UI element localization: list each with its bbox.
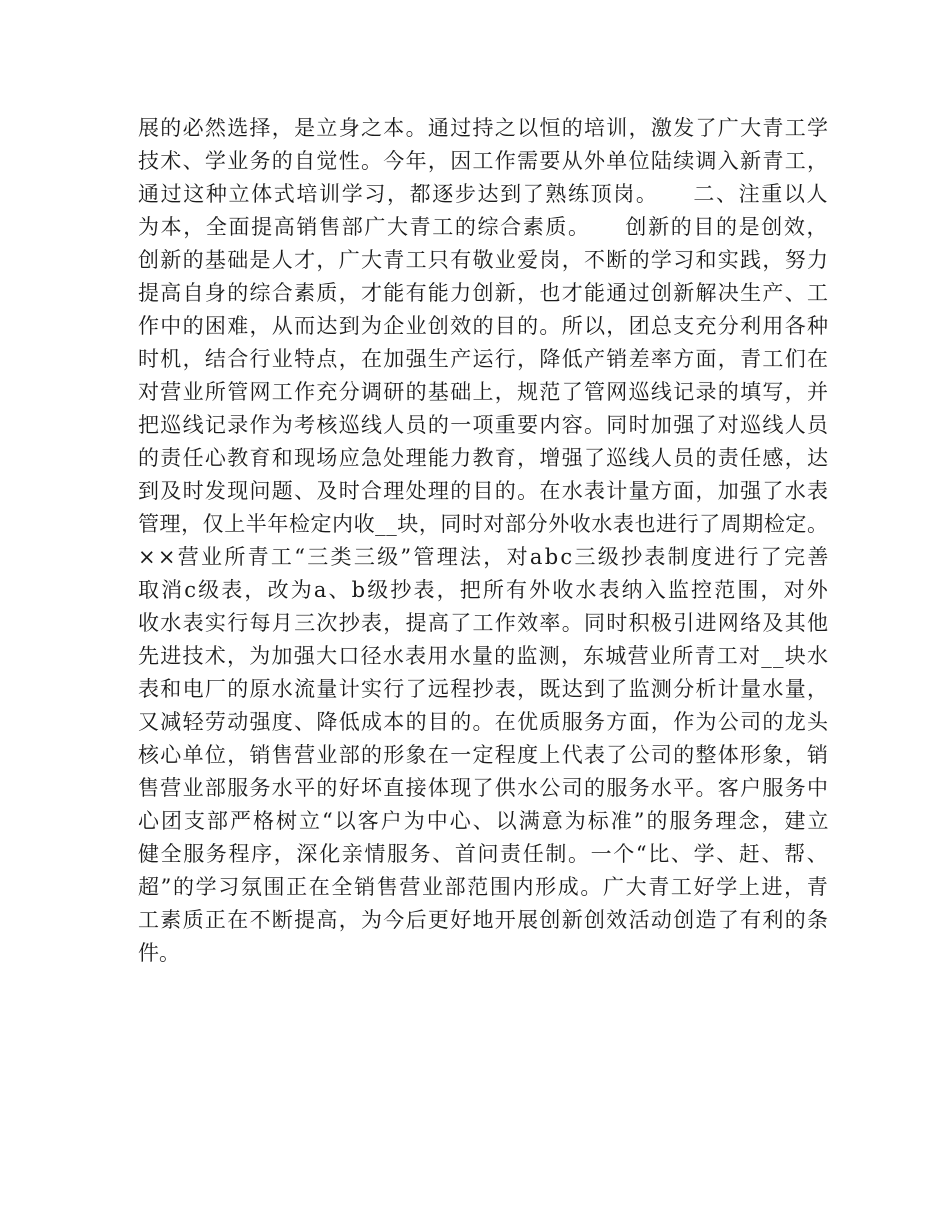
text-line: 表和电厂的原水流量计实行了远程抄表，既达到了监测分析计量水量， [138,677,830,701]
text-line: 技术、学业务的自觉性。今年，因工作需要从外单位陆续调入新青工， [138,149,830,173]
text-line: 时机，结合行业特点，在加强生产运行，降低产销差率方面，青工们在 [138,347,830,371]
text-line: 工素质正在不断提高，为今后更好地开展创新创效活动创造了有利的条 [138,908,830,932]
text-line: 收水表实行每月三次抄表，提高了工作效率。同时积极引进网络及其他 [138,611,830,635]
text-line: 展的必然选择，是立身之本。通过持之以恒的培训，激发了广大青工学 [138,116,830,140]
text-line: 创新的基础是人才，广大青工只有敬业爱岗，不断的学习和实践，努力 [138,248,830,272]
text-line: 到及时发现问题、及时合理处理的目的。在水表计量方面，加强了水表 [138,479,830,503]
text-line: 售营业部服务水平的好坏直接体现了供水公司的服务水平。客户服务中 [138,776,830,800]
body-text [138,112,831,970]
text-line: 作中的困难，从而达到为企业创效的目的。所以，团总支充分利用各种 [138,314,830,338]
text-line: ××营业所青工“三类三级”管理法，对abc三级抄表制度进行了完善 [138,545,831,569]
text-line: 的责任心教育和现场应急处理能力教育，增强了巡线人员的责任感，达 [138,446,830,470]
text-line: 又减轻劳动强度、降低成本的目的。在优质服务方面，作为公司的龙头 [138,710,830,734]
text-line: 超”的学习氛围正在全销售营业部范围内形成。广大青工好学上进，青 [138,875,830,899]
text-line: 为本，全面提高销售部广大青工的综合素质。 创新的目的是创效， [138,215,830,239]
text-line: 先进技术，为加强大口径水表用水量的监测，东城营业所青工对__块水 [138,644,830,668]
text-line: 件。 [138,941,180,965]
text-line: 取消c级表，改为a、b级抄表，把所有外收水表纳入监控范围，对外 [138,578,830,602]
text-line: 提高自身的综合素质，才能有能力创新，也才能通过创新解决生产、工 [138,281,830,305]
text-line: 核心单位，销售营业部的形象在一定程度上代表了公司的整体形象，销 [138,743,830,767]
text-line: 把巡线记录作为考核巡线人员的一项重要内容。同时加强了对巡线人员 [138,413,830,437]
text-line: 心团支部严格树立“以客户为中心、以满意为标准”的服务理念，建立 [138,809,831,833]
text-line: 对营业所管网工作充分调研的基础上，规范了管网巡线记录的填写，并 [138,380,830,404]
text-line: 管理，仅上半年检定内收__块，同时对部分外收水表也进行了周期检定。 [138,512,829,536]
text-line: 通过这种立体式培训学习，都逐步达到了熟练顶岗。 二、注重以人 [138,182,830,206]
text-line: 健全服务程序，深化亲情服务、首问责任制。一个“比、学、赶、帮、 [138,842,830,866]
